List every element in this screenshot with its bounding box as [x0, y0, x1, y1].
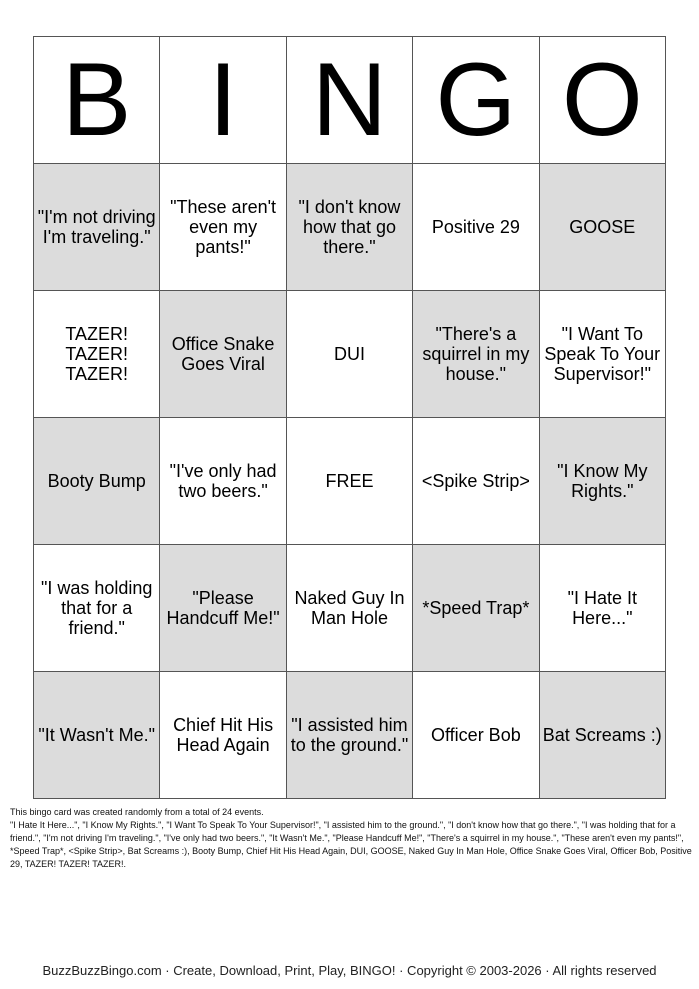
card-cell: Positive 29: [413, 164, 539, 291]
card-cell: "I Want To Speak To Your Supervisor!": [539, 291, 665, 418]
site-footer: BuzzBuzzBingo.com · Create, Download, Print, Play, BINGO! · Copyright © 2003-2026 · All rights reserved: [42, 963, 657, 978]
card-row: [34, 291, 666, 418]
bingo-card: [33, 36, 666, 799]
card-cell: Chief Hit His Head Again: [160, 672, 286, 799]
header-letter-b: B: [34, 37, 160, 164]
info-event-list: "I Hate It Here...", "I Know My Rights.", "I Want To Speak To Your Supervisor!", "I assisted him to the ground.", "I don't know how that go there.", "I was holding that for a friend.", "I'm not driving I'm traveling.", "I've only had two beers.", "It Wasn't Me.", "Please Handcuff Me!", "There's a squirrel in my house.", "These aren't even my pants!", *Speed Trap*, <Spike Strip>, Bat Screams :), Booty Bump, Chief Hit His Head Again, DUI, GOOSE, Naked Guy In Man Hole, Office Snake Goes Viral, Officer Bob, Positive 29, TAZER! TAZER! TAZER!.: [10, 820, 692, 869]
card-cell: "Please Handcuff Me!": [160, 545, 286, 672]
card-cell: DUI: [286, 291, 412, 418]
card-cell: Naked Guy In Man Hole: [286, 545, 412, 672]
card-row: [34, 672, 666, 799]
header-letter-o: O: [539, 37, 665, 164]
card-row: [34, 418, 666, 545]
card-cell: <Spike Strip>: [413, 418, 539, 545]
header-letter-i: I: [160, 37, 286, 164]
card-cell: Booty Bump: [34, 418, 160, 545]
card-info: [10, 806, 692, 871]
card-cell: *Speed Trap*: [413, 545, 539, 672]
info-intro: This bingo card was created randomly from a total of 24 events.: [10, 807, 264, 817]
card-cell: "It Wasn't Me.": [34, 672, 160, 799]
card-cell: "I was holding that for a friend.": [34, 545, 160, 672]
header-letter-g: G: [413, 37, 539, 164]
card-row: [34, 164, 666, 291]
card-row: [34, 545, 666, 672]
card-cell: "There's a squirrel in my house.": [413, 291, 539, 418]
card-cell: "I'm not driving I'm traveling.": [34, 164, 160, 291]
card-cell: TAZER! TAZER! TAZER!: [34, 291, 160, 418]
header-row: [34, 37, 666, 164]
card-cell: "I don't know how that go there.": [286, 164, 412, 291]
card-cell: "I Hate It Here...": [539, 545, 665, 672]
card-cell: "I assisted him to the ground.": [286, 672, 412, 799]
card-cell: GOOSE: [539, 164, 665, 291]
card-cell: Bat Screams :): [539, 672, 665, 799]
card-cell: "I Know My Rights.": [539, 418, 665, 545]
card-cell: "These aren't even my pants!": [160, 164, 286, 291]
free-space-cell: FREE: [286, 418, 412, 545]
header-letter-n: N: [286, 37, 412, 164]
card-cell: Officer Bob: [413, 672, 539, 799]
card-cell: "I've only had two beers.": [160, 418, 286, 545]
card-cell: Office Snake Goes Viral: [160, 291, 286, 418]
